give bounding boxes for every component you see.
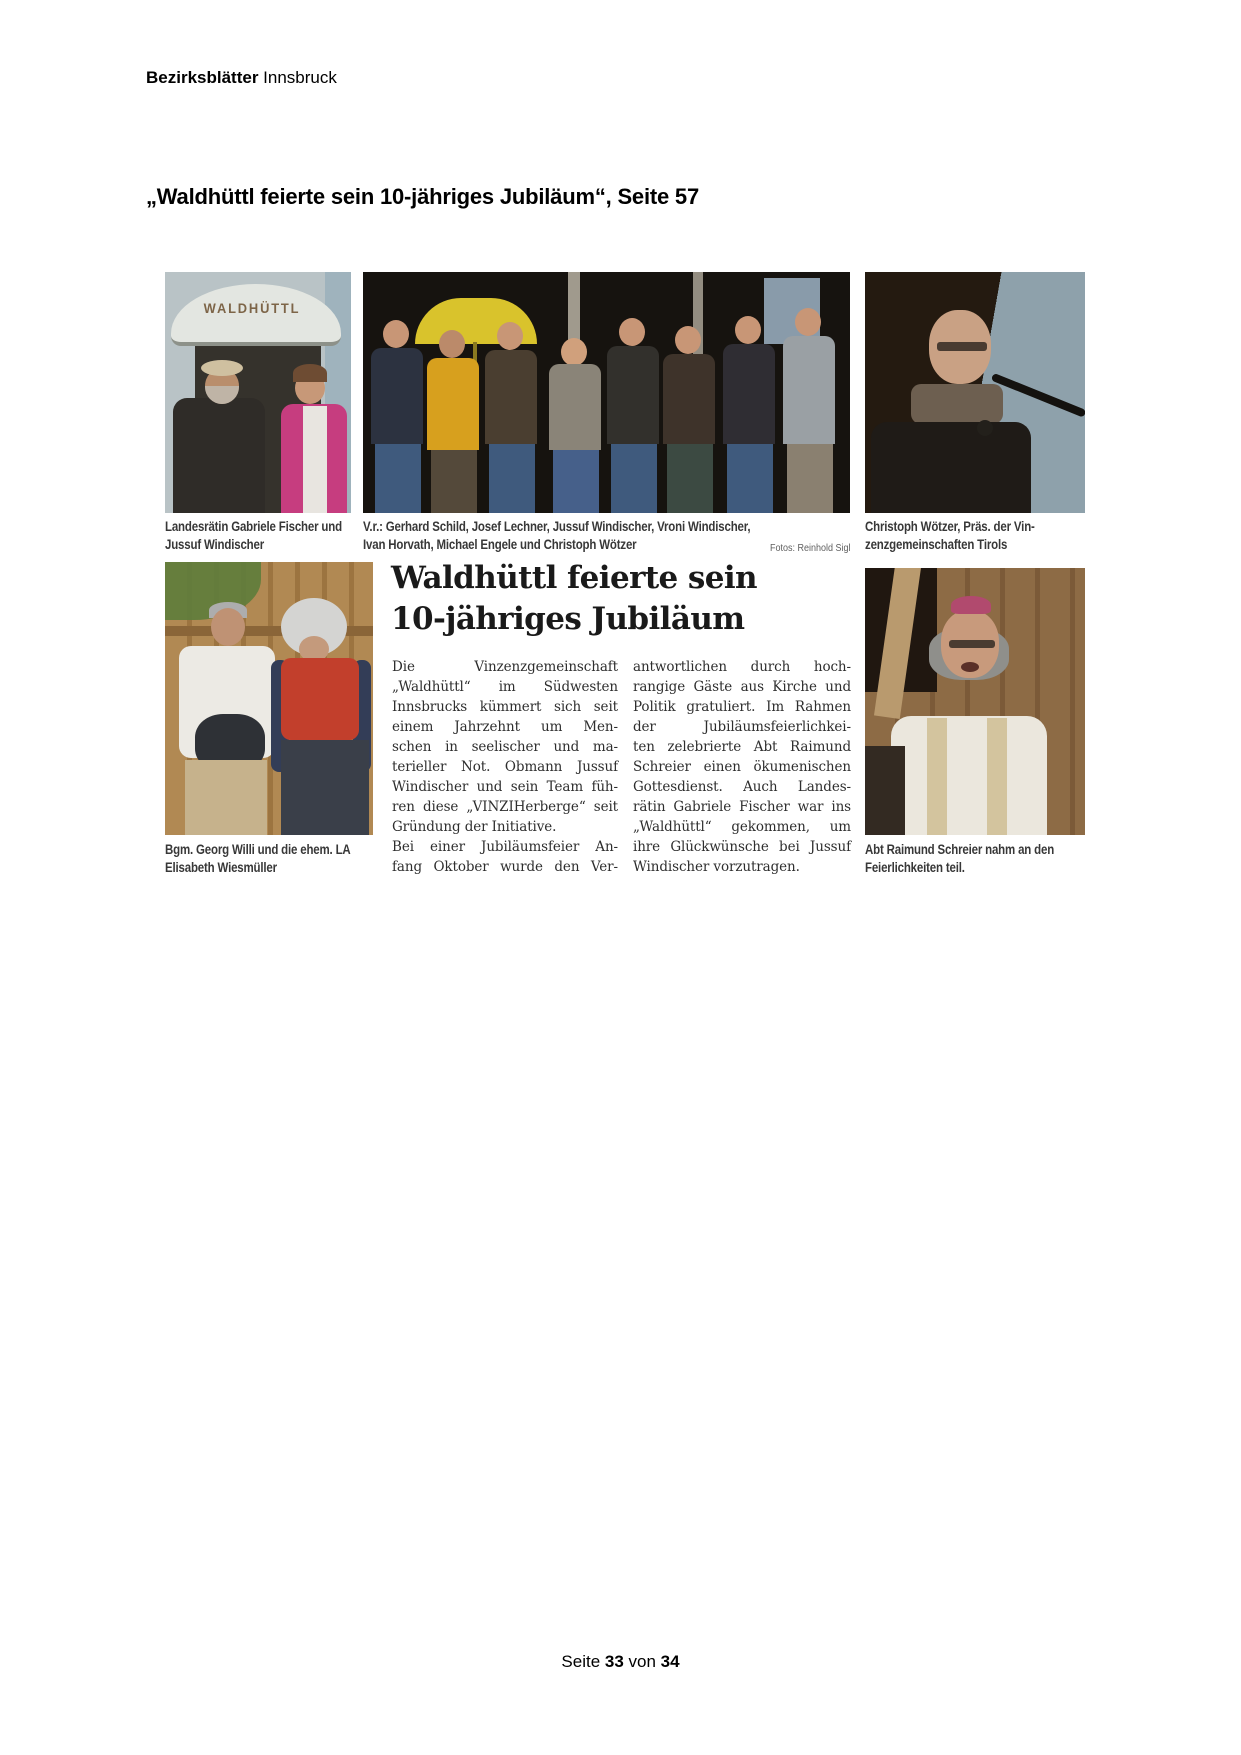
photo-detail bbox=[871, 422, 1031, 513]
photo-detail bbox=[439, 330, 465, 358]
caption-schreier bbox=[865, 841, 1085, 877]
photo-woetzer-speaking bbox=[865, 272, 1085, 513]
text-line: Windischer und sein Team füh- bbox=[392, 779, 618, 795]
text-line: „Waldhüttl“ gekommen, um bbox=[633, 819, 851, 835]
photo-detail bbox=[185, 760, 267, 835]
photo-detail bbox=[951, 596, 991, 614]
photo-detail bbox=[727, 444, 773, 513]
text-line: Bei einer Jubiläumsfeier An- bbox=[392, 839, 618, 855]
text-line: rangige Gäste aus Kirche und bbox=[633, 679, 851, 695]
photo-detail bbox=[927, 718, 947, 835]
text-line: ren diese „VINZIHerberge“ seit bbox=[392, 799, 618, 815]
photo-abt-schreier bbox=[865, 568, 1085, 835]
article-headline bbox=[391, 558, 861, 640]
caption-woetzer bbox=[865, 518, 1085, 554]
photo-detail bbox=[675, 326, 701, 354]
photo-detail bbox=[281, 740, 369, 835]
text-line: Bgm. Georg Willi und die ehem. LA bbox=[165, 842, 351, 857]
photo-detail bbox=[783, 336, 835, 444]
photo-detail bbox=[485, 350, 537, 444]
photo-detail bbox=[375, 444, 421, 513]
photo-detail bbox=[303, 406, 327, 513]
publication-brand: Bezirksblätter bbox=[146, 68, 259, 87]
photo-detail bbox=[173, 398, 265, 513]
photo-detail bbox=[891, 716, 1047, 835]
photo-detail bbox=[281, 658, 359, 740]
waldhuettl-sign-text: WALDHÜTTL bbox=[203, 300, 301, 316]
text-line: „Waldhüttl“ im Südwesten bbox=[392, 679, 618, 695]
article-column-2 bbox=[633, 657, 851, 877]
text-line: Gründung der Initiative. bbox=[392, 819, 557, 835]
photo-detail bbox=[211, 608, 245, 646]
text-line: Abt Raimund Schreier nahm an den bbox=[865, 842, 1055, 857]
photo-willi-wiesmueller bbox=[165, 562, 373, 835]
photo-detail bbox=[991, 373, 1085, 418]
publication-region-label: Innsbruck bbox=[263, 68, 337, 87]
photo-jubilee-group bbox=[363, 272, 850, 513]
text-line: von bbox=[623, 1652, 661, 1671]
photo-detail bbox=[489, 444, 535, 513]
caption-group-line2: Ivan Horvath, Michael Engele und Christoph Wötzer bbox=[363, 537, 637, 552]
photo-detail bbox=[371, 348, 423, 444]
text-line: antwortlichen durch hoch- bbox=[633, 659, 851, 675]
text-line: zenzgemeinschaften Tirols bbox=[865, 537, 1008, 552]
text-line: terieller Not. Obmann Jussuf bbox=[392, 759, 618, 775]
text-line: der Jubiläumsfeierlichkei- bbox=[633, 719, 851, 735]
photo-detail bbox=[663, 354, 715, 444]
text-line: Gottesdienst. Auch Landes- bbox=[633, 779, 851, 795]
photo-detail bbox=[549, 364, 601, 450]
photo-detail bbox=[735, 316, 761, 344]
text-line: Jussuf Windischer bbox=[165, 537, 265, 552]
photo-detail bbox=[427, 358, 479, 450]
text-line: einem Jahrzehnt um Men- bbox=[392, 719, 618, 735]
text-line: Windischer vorzutragen. bbox=[633, 859, 800, 875]
text-line: Landesrätin Gabriele Fischer und bbox=[165, 519, 342, 534]
photo-detail bbox=[383, 320, 409, 348]
text-line: rätin Gabriele Fischer war ins bbox=[633, 799, 851, 815]
article-headline-line1: Waldhüttl feierte sein bbox=[391, 560, 757, 596]
publication-header bbox=[146, 68, 337, 88]
photo-detail bbox=[497, 322, 523, 350]
photo-detail bbox=[201, 360, 243, 376]
text-line: ten zelebrierte Abt Raimund bbox=[633, 739, 851, 755]
photo-detail bbox=[607, 346, 659, 444]
photo-detail bbox=[667, 444, 713, 513]
text-line: Elisabeth Wiesmüller bbox=[165, 860, 277, 875]
article-column-1 bbox=[392, 657, 618, 877]
text-line: Seite bbox=[561, 1652, 605, 1671]
photo-waldhuettl-entrance bbox=[165, 272, 351, 513]
text-line: fang Oktober wurde den Ver- bbox=[392, 859, 618, 875]
caption-willi bbox=[165, 841, 373, 877]
photo-detail bbox=[561, 338, 587, 366]
photo-detail bbox=[723, 344, 775, 444]
text-line: 33 bbox=[604, 1652, 624, 1671]
photo-detail bbox=[293, 364, 327, 382]
photo-credit: Fotos: Reinhold Sigl bbox=[769, 543, 850, 554]
text-line: ihre Glückwünsche bei Jussuf bbox=[633, 839, 851, 855]
photo-detail bbox=[937, 342, 987, 351]
photo-detail bbox=[553, 450, 599, 513]
text-line: Die Vinzenzgemeinschaft bbox=[392, 659, 618, 675]
photo-detail bbox=[949, 640, 995, 648]
photo-detail bbox=[987, 718, 1007, 835]
caption-entrance bbox=[165, 518, 351, 554]
photo-detail bbox=[431, 450, 477, 513]
text-line: Christoph Wötzer, Präs. der Vin- bbox=[865, 519, 1035, 534]
caption-group-line1: V.r.: Gerhard Schild, Josef Lechner, Jussuf Windischer, Vroni Windischer, bbox=[363, 519, 751, 534]
page-number-footer bbox=[0, 1652, 1241, 1672]
photo-detail bbox=[795, 308, 821, 336]
caption-group-row2 bbox=[363, 536, 850, 554]
clipping-title: „Waldhüttl feierte sein 10-jähriges Jubiläum“, Seite 57 bbox=[146, 184, 700, 209]
text-line: Politik gratuliert. Im Rahmen bbox=[633, 699, 851, 715]
text-line: schen in seelischer und ma- bbox=[392, 739, 618, 755]
photo-detail bbox=[611, 444, 657, 513]
photo-detail bbox=[961, 662, 979, 672]
photo-detail bbox=[977, 420, 993, 436]
photo-detail bbox=[865, 746, 905, 835]
text-line: Schreier einen ökumenischen bbox=[633, 759, 851, 775]
text-line: 34 bbox=[660, 1652, 680, 1671]
photo-detail bbox=[911, 384, 1003, 424]
photo-detail bbox=[787, 444, 833, 513]
article-headline-line2: 10-jähriges Jubiläum bbox=[391, 601, 745, 637]
photo-detail bbox=[619, 318, 645, 346]
caption-group bbox=[363, 518, 850, 554]
text-line: Innsbrucks kümmert sich seit bbox=[392, 699, 618, 715]
text-line: Feierlichkeiten teil. bbox=[865, 860, 965, 875]
